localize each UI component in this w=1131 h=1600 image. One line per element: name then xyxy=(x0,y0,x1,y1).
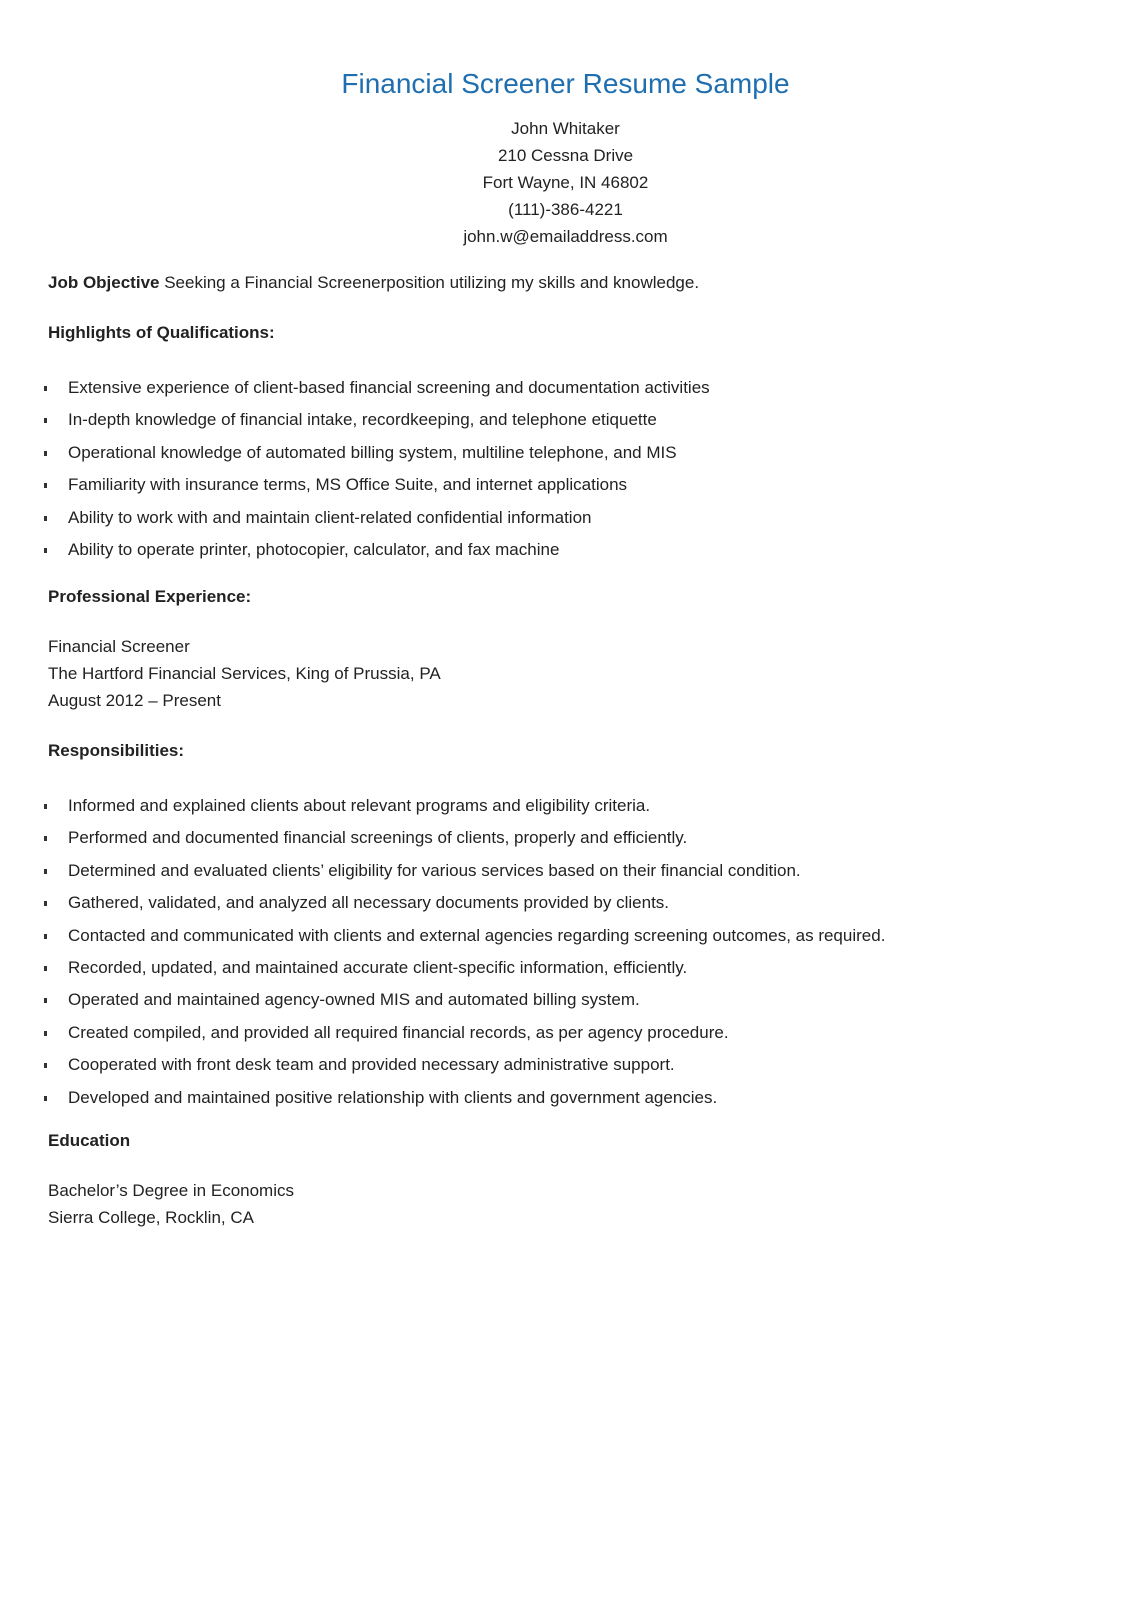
list-item-text: Performed and documented financial screenings of clients, properly and efficiently. xyxy=(68,828,688,848)
list-item-text: Informed and explained clients about relevant programs and eligibility criteria. xyxy=(68,796,651,815)
list-item xyxy=(48,793,885,825)
list-item-text: Cooperated with front desk team and provided necessary administrative support. xyxy=(68,1055,675,1075)
list-item xyxy=(48,1085,885,1117)
list-item-text: Ability to operate printer, photocopier, calculator, and fax machine xyxy=(68,539,560,559)
list-item xyxy=(48,472,710,504)
job-objective-text: Seeking a Financial Screenerposition utilizing my skills and knowledge. xyxy=(159,273,700,292)
bullet-icon xyxy=(44,836,47,841)
education-heading: Education xyxy=(48,1131,131,1150)
list-item xyxy=(48,955,885,987)
bullet-icon xyxy=(44,418,47,423)
contact-city: Fort Wayne, IN 46802 xyxy=(482,173,649,192)
job-objective xyxy=(48,270,699,296)
list-item xyxy=(48,825,885,857)
company: The Hartford Financial Services, King of Prussia, PA xyxy=(48,664,441,683)
bullet-icon xyxy=(44,934,47,939)
bullet-icon xyxy=(44,869,47,874)
list-item-text: Recorded, updated, and maintained accurate client-specific information, efficiently. xyxy=(68,957,688,977)
list-item-text: Extensive experience of client-based financial screening and documentation activities xyxy=(68,378,710,397)
list-item xyxy=(48,505,710,537)
list-item xyxy=(48,1052,885,1084)
list-item-text: In-depth knowledge of financial intake, recordkeeping, and telephone etiquette xyxy=(68,410,657,430)
responsibilities-heading: Responsibilities: xyxy=(48,741,185,760)
list-item-text: Familiarity with insurance terms, MS Office Suite, and internet applications xyxy=(68,475,628,495)
list-item xyxy=(48,440,710,472)
bullet-icon xyxy=(44,1031,47,1036)
bullet-icon xyxy=(44,451,47,456)
bullet-icon xyxy=(44,548,47,553)
contact-email: john.w@emailaddress.com xyxy=(463,227,668,246)
list-item xyxy=(48,375,710,407)
bullet-icon xyxy=(44,901,47,906)
contact-street: 210 Cessna Drive xyxy=(497,146,634,165)
responsibilities-list xyxy=(48,793,885,1117)
list-item-text: Ability to work with and maintain client-related confidential information xyxy=(68,507,592,527)
highlights-heading: Highlights of Qualifications: xyxy=(48,323,275,342)
contact-block xyxy=(0,115,1131,250)
list-item xyxy=(48,987,885,1019)
degree: Bachelor’s Degree in Economics xyxy=(48,1181,294,1200)
education-block xyxy=(48,1178,294,1232)
list-item xyxy=(48,858,885,890)
list-item-text: Contacted and communicated with clients and external agencies regarding screening outcomes, as required. xyxy=(68,925,886,945)
list-item-text: Developed and maintained positive relationship with clients and government agencies. xyxy=(68,1087,718,1107)
list-item-text: Gathered, validated, and analyzed all necessary documents provided by clients. xyxy=(68,893,670,913)
bullet-icon xyxy=(44,998,47,1003)
list-item xyxy=(48,537,710,569)
bullet-icon xyxy=(44,804,47,809)
list-item-text: Operational knowledge of automated billing system, multiline telephone, and MIS xyxy=(68,442,677,462)
list-item-text: Determined and evaluated clients’ eligibility for various services based on their financial condition. xyxy=(68,860,801,880)
highlights-list xyxy=(48,375,710,569)
list-item xyxy=(48,1020,885,1052)
bullet-icon xyxy=(44,966,47,971)
list-item xyxy=(48,923,885,955)
job-objective-label: Job Objective xyxy=(48,273,160,292)
job-dates: August 2012 – Present xyxy=(48,691,221,710)
bullet-icon xyxy=(44,483,47,488)
contact-phone: (111)-386-4221 xyxy=(508,200,623,219)
bullet-icon xyxy=(44,386,47,391)
page-title: Financial Screener Resume Sample xyxy=(341,68,790,99)
list-item-text: Operated and maintained agency-owned MIS and automated billing system. xyxy=(68,990,640,1010)
experience-heading: Professional Experience: xyxy=(48,587,252,606)
experience-block xyxy=(48,634,441,715)
list-item xyxy=(48,890,885,922)
school: Sierra College, Rocklin, CA xyxy=(48,1208,254,1227)
job-title: Financial Screener xyxy=(48,637,190,656)
list-item-text: Created compiled, and provided all required financial records, as per agency procedure. xyxy=(68,1022,729,1042)
bullet-icon xyxy=(44,1096,47,1101)
bullet-icon xyxy=(44,516,47,521)
list-item xyxy=(48,407,710,439)
bullet-icon xyxy=(44,1063,47,1068)
contact-name: John Whitaker xyxy=(511,119,620,138)
